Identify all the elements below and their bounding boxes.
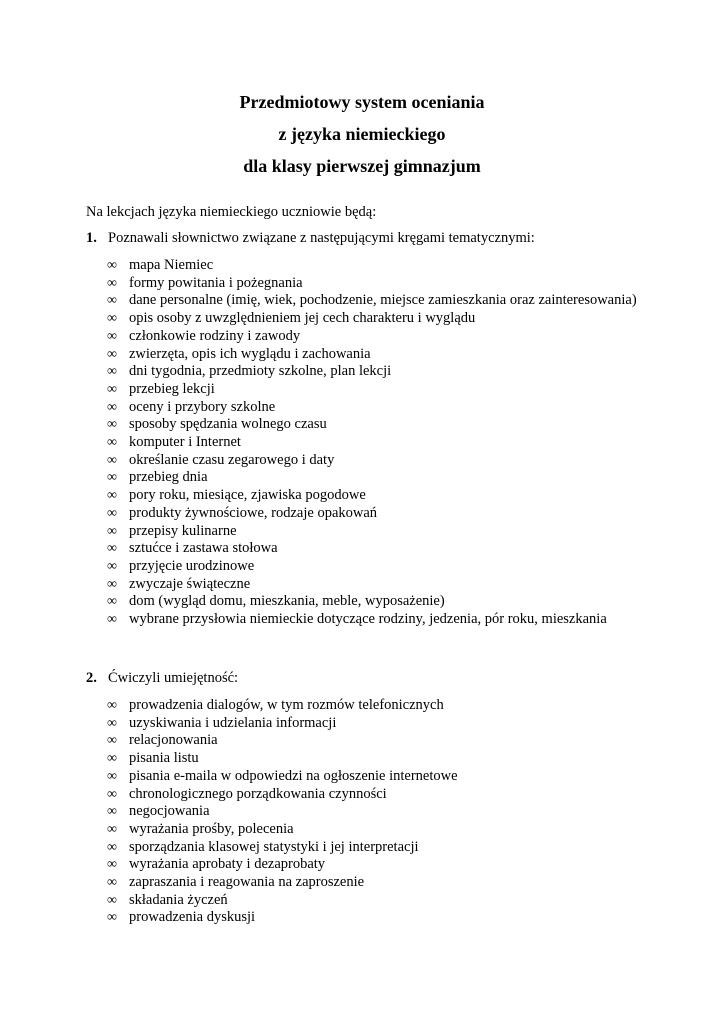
list-item-text: dni tygodnia, przedmioty szkolne, plan lekcji [129,363,392,380]
list-item-text: członkowie rodziny i zawody [129,327,301,344]
infinity-bullet-icon: ∞ [107,417,117,433]
title-line-1: Przedmiotowy system oceniania [239,92,485,112]
list-item-text: pory roku, miesiące, zjawiska pogodowe [129,487,366,504]
list-item [86,909,639,927]
section-number: 1. [86,230,97,246]
infinity-bullet-icon: ∞ [107,733,117,749]
intro-paragraph: Na lekcjach języka niemieckiego uczniowie będą: [86,204,377,220]
infinity-bullet-icon: ∞ [107,470,117,486]
list-item [86,558,639,576]
section-vocabulary [86,229,639,629]
list-item [86,697,639,715]
list-item [86,469,639,487]
list-item [86,786,639,804]
list-item-text: mapa Niemiec [129,257,214,273]
infinity-bullet-icon: ∞ [107,875,117,891]
list-item [86,856,639,874]
list-item-text: wyrażania aprobaty i dezaprobaty [129,856,326,873]
list-item-text: wyrażania prośby, polecenia [129,820,294,837]
infinity-bullet-icon: ∞ [107,541,117,557]
title-line-3: dla klasy pierwszej gimnazjum [243,156,481,176]
list-item [86,328,639,346]
section-number: 2. [86,670,97,686]
list-item [86,416,639,434]
list-item [86,452,639,470]
infinity-bullet-icon: ∞ [107,786,117,802]
infinity-bullet-icon: ∞ [107,364,117,380]
list-item-text: przebieg lekcji [129,380,215,397]
list-item-text: opis osoby z uwzględnieniem jej cech charakteru i wyglądu [129,310,476,327]
infinity-bullet-icon: ∞ [107,910,117,926]
list-item [86,576,639,594]
infinity-bullet-icon: ∞ [107,523,117,539]
section-heading [86,669,639,687]
infinity-bullet-icon: ∞ [107,488,117,504]
list-item-text: określanie czasu zegarowego i daty [129,451,335,468]
list-item-text: zapraszania i reagowania na zaproszenie [129,874,365,891]
section-heading-text: Poznawali słownictwo związane z następującymi kręgami tematycznymi: [108,230,535,246]
list-item-text: sporządzania klasowej statystyki i jej interpretacji [129,838,419,855]
list-item-text: wybrane przysłowia niemieckie dotyczące rodziny, jedzenia, pór roku, mieszkania [129,611,607,628]
infinity-bullet-icon: ∞ [107,594,117,610]
list-item [86,768,639,786]
list-item [86,821,639,839]
section-heading [86,229,639,247]
list-item [86,399,639,417]
infinity-bullet-icon: ∞ [107,892,117,908]
infinity-bullet-icon: ∞ [107,715,117,731]
list-item [86,434,639,452]
infinity-bullet-icon: ∞ [107,839,117,855]
infinity-bullet-icon: ∞ [107,612,117,628]
list-item-text: chronologicznego porządkowania czynności [129,785,387,802]
list-item [86,346,639,364]
vocabulary-list [86,257,639,629]
list-item [86,381,639,399]
infinity-bullet-icon: ∞ [107,576,117,592]
list-item-text: składania życzeń [129,891,228,908]
infinity-bullet-icon: ∞ [107,311,117,327]
infinity-bullet-icon: ∞ [107,435,117,451]
list-item-text: pisania e-maila w odpowiedzi na ogłoszenie internetowe [129,767,458,784]
infinity-bullet-icon: ∞ [107,857,117,873]
infinity-bullet-icon: ∞ [107,328,117,344]
list-item-text: negocjowania [129,803,210,820]
infinity-bullet-icon: ∞ [107,804,117,820]
list-item [86,505,639,523]
infinity-bullet-icon: ∞ [107,505,117,521]
list-item [86,611,639,629]
infinity-bullet-icon: ∞ [107,381,117,397]
list-item-text: formy powitania i pożegnania [129,274,303,291]
infinity-bullet-icon: ∞ [107,258,117,273]
list-item [86,839,639,857]
infinity-bullet-icon: ∞ [107,293,117,309]
list-item [86,732,639,750]
section-skills [86,669,639,927]
list-item [86,540,639,558]
list-item [86,292,639,310]
list-item [86,803,639,821]
skills-list [86,697,639,927]
infinity-bullet-icon: ∞ [107,821,117,837]
infinity-bullet-icon: ∞ [107,275,117,291]
infinity-bullet-icon: ∞ [107,768,117,784]
list-item-text: przepisy kulinarne [129,522,237,539]
infinity-bullet-icon: ∞ [107,346,117,362]
list-item-text: dane personalne (imię, wiek, pochodzenie, miejsce zamieszkania oraz zainteresowania) [129,292,637,309]
list-item [86,874,639,892]
list-item [86,593,639,611]
infinity-bullet-icon: ∞ [107,452,117,468]
list-item-text: sztućce i zastawa stołowa [129,540,278,557]
infinity-bullet-icon: ∞ [107,399,117,415]
list-item-text: komputer i Internet [129,434,241,451]
list-item-text: przebieg dnia [129,469,208,486]
list-item-text: zwierzęta, opis ich wyglądu i zachowania [129,345,371,362]
list-item-text: uzyskiwania i udzielania informacji [129,714,337,731]
list-item-text: przyjęcie urodzinowe [129,557,255,574]
list-item-text: dom (wygląd domu, mieszkania, meble, wyposażenie) [129,593,445,610]
list-item [86,523,639,541]
list-item [86,310,639,328]
list-item-text: pisania listu [129,750,199,767]
list-item-text: produkty żywnościowe, rodzaje opakowań [129,504,378,521]
list-item-text: prowadzenia dyskusji [129,909,256,926]
list-item-text: sposoby spędzania wolnego czasu [129,416,327,433]
document-title [0,86,724,182]
list-item [86,487,639,505]
list-item [86,715,639,733]
list-item-text: oceny i przybory szkolne [129,398,276,415]
list-item [86,892,639,910]
list-item [86,363,639,381]
infinity-bullet-icon: ∞ [107,698,117,713]
list-item-text: prowadzenia dialogów, w tym rozmów telefonicznych [129,697,444,713]
section-heading-text: Ćwiczyli umiejętność: [108,670,239,686]
infinity-bullet-icon: ∞ [107,558,117,574]
list-item [86,750,639,768]
infinity-bullet-icon: ∞ [107,751,117,767]
title-line-2: z języka niemieckiego [278,124,446,144]
list-item-text: zwyczaje świąteczne [129,575,251,592]
list-item-text: relacjonowania [129,732,218,749]
list-item [86,275,639,293]
list-item [86,257,639,275]
